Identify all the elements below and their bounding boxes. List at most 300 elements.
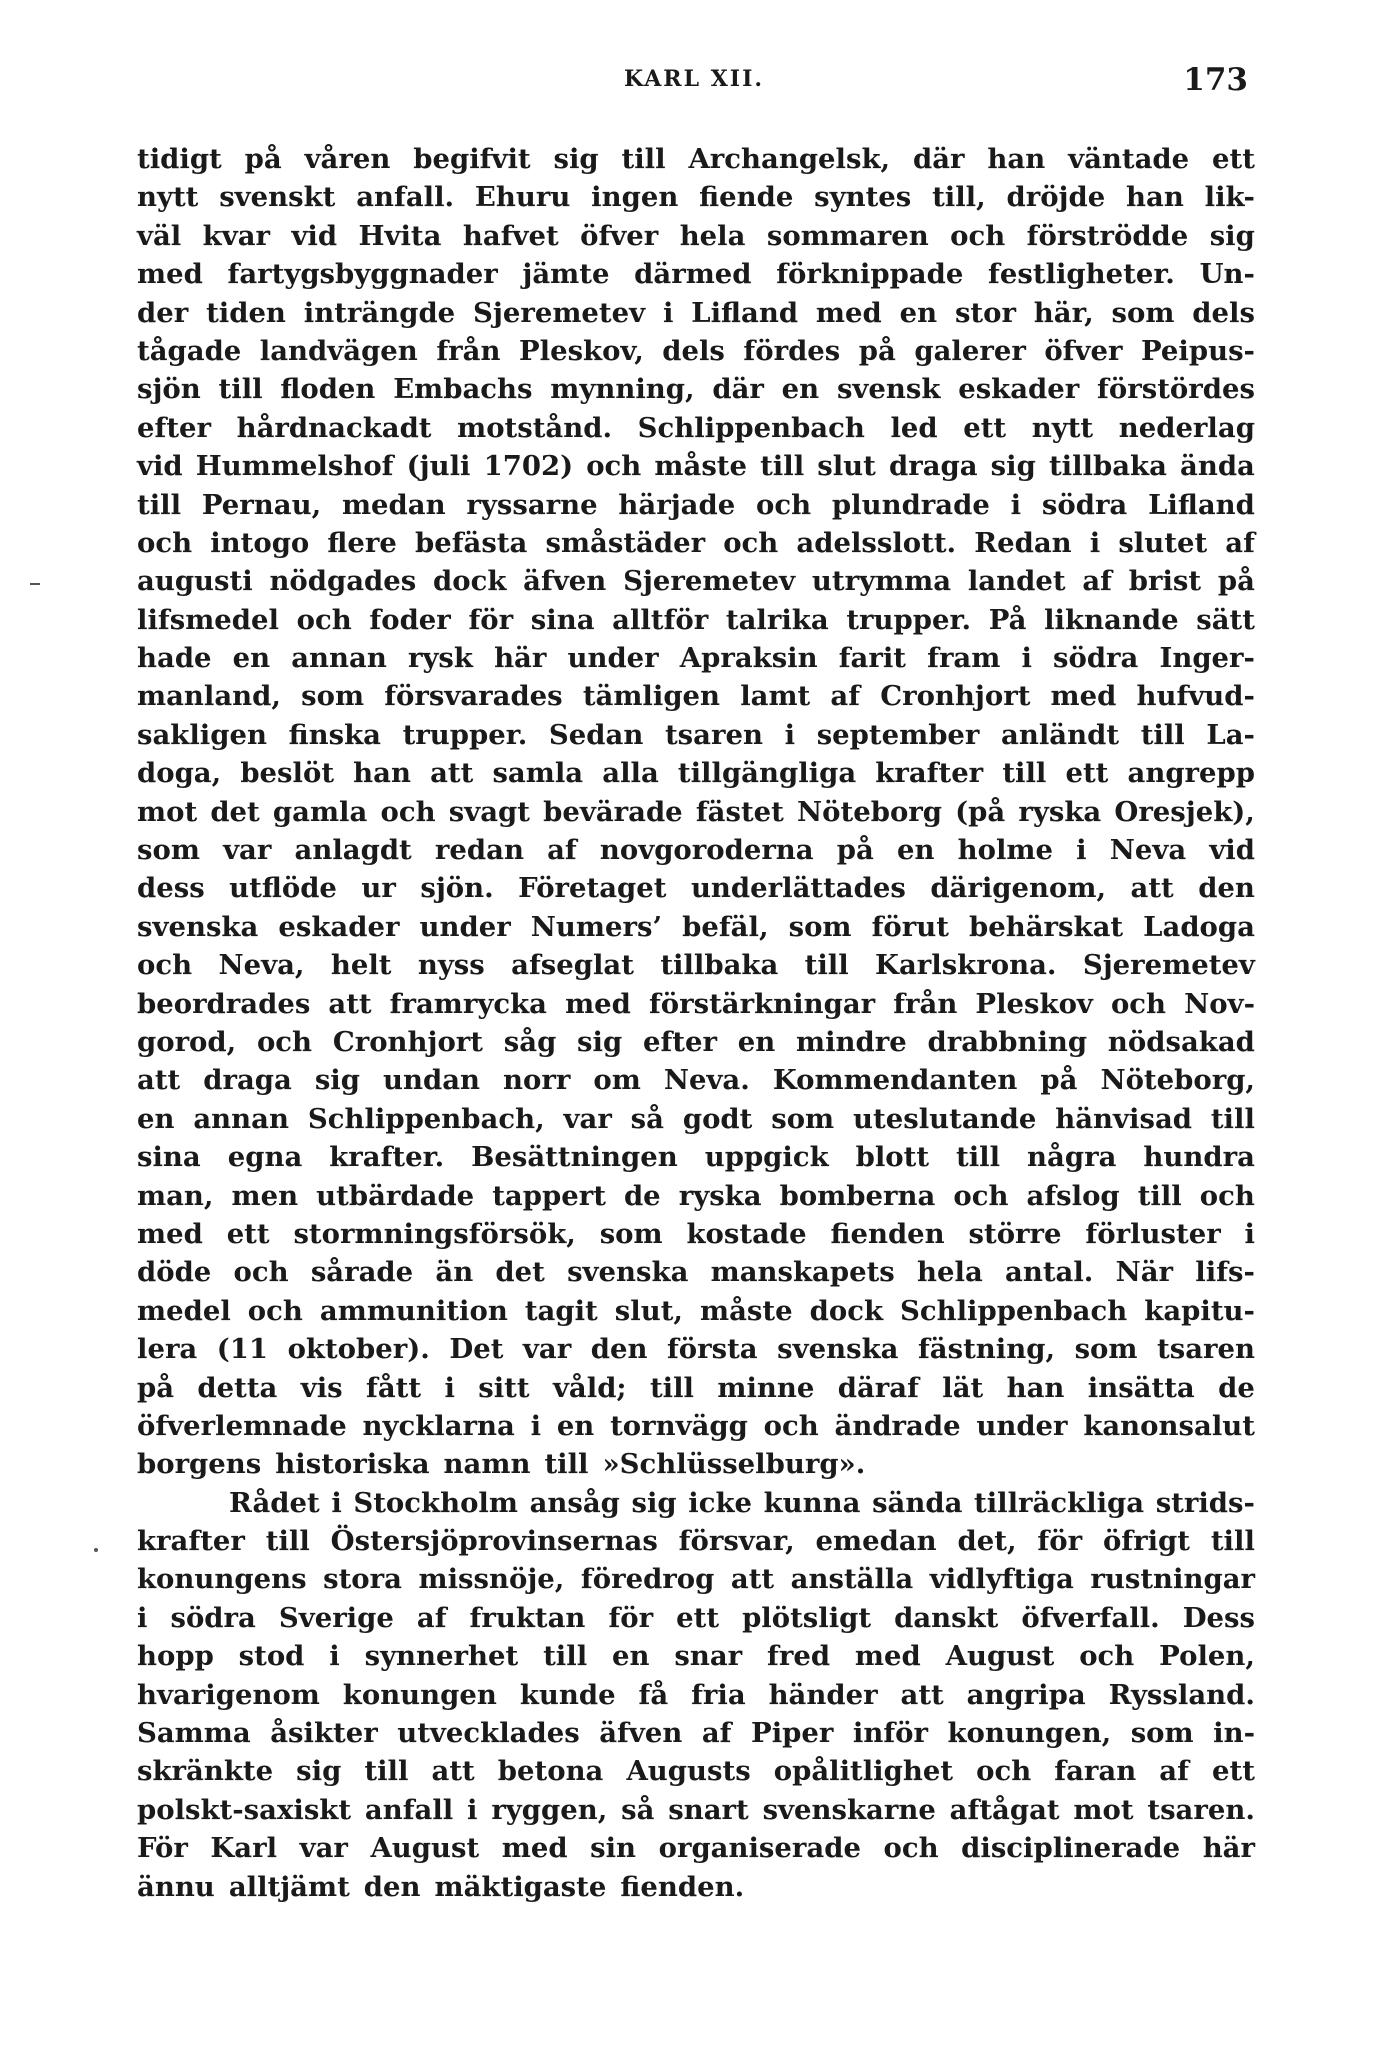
- word: en: [612, 1640, 650, 1673]
- word: under: [567, 642, 659, 675]
- word: våren: [304, 143, 391, 175]
- word: utbärdade: [316, 1179, 475, 1212]
- word: emedan: [815, 1525, 937, 1558]
- word: Hummelshof: [195, 450, 394, 483]
- word: vidlyftiga: [929, 1563, 1074, 1596]
- word: tillräckliga: [974, 1486, 1145, 1519]
- word: befästa: [414, 526, 528, 559]
- word: fria: [691, 1678, 746, 1711]
- word: floden: [280, 373, 376, 406]
- word: fruktan: [469, 1601, 586, 1634]
- word: Oresjek),: [1114, 795, 1255, 828]
- word: ett: [1065, 757, 1109, 790]
- word: man,: [137, 1179, 214, 1212]
- word: i: [1089, 526, 1101, 559]
- margin-mark: [30, 583, 40, 585]
- word: inför: [852, 1717, 928, 1750]
- word: kunna: [763, 1486, 861, 1519]
- word: öfver: [580, 219, 659, 252]
- word: nycklarna: [362, 1409, 515, 1442]
- word: tidigt: [137, 143, 222, 175]
- word: svagt: [448, 795, 530, 828]
- word: sig: [577, 1025, 623, 1058]
- word: förstördes: [1097, 373, 1255, 406]
- word: till: [1137, 1179, 1182, 1212]
- running-title: KARL XII.: [624, 66, 765, 92]
- word: gamla: [272, 795, 368, 828]
- word: medan: [341, 488, 446, 521]
- word: förströdde: [1026, 219, 1189, 252]
- word: hopp: [137, 1640, 214, 1673]
- word: fästning,: [917, 1333, 1056, 1366]
- word: södra: [170, 1601, 256, 1634]
- word: tagit: [524, 1294, 598, 1327]
- word: icke: [688, 1486, 753, 1519]
- word: härjade: [618, 488, 736, 521]
- word: därigenom,: [930, 872, 1107, 905]
- word: däraf: [837, 1371, 919, 1404]
- word: draga: [888, 450, 978, 483]
- word: syntes: [814, 181, 912, 214]
- word: en: [737, 1025, 776, 1058]
- word: i: [1244, 1217, 1255, 1250]
- word: var: [223, 834, 272, 867]
- word: doga,: [137, 757, 222, 790]
- word: i: [331, 1486, 342, 1519]
- word: dock: [809, 1294, 883, 1327]
- word: lifsmedel: [137, 603, 279, 636]
- word: Sverige: [278, 1601, 394, 1634]
- word: stora: [323, 1563, 402, 1596]
- word: Samma: [137, 1717, 251, 1750]
- word: af: [1082, 565, 1112, 598]
- word: med: [501, 1832, 568, 1865]
- word: ännu: [137, 1870, 215, 1903]
- word: en: [137, 1102, 175, 1135]
- word: måste: [654, 450, 748, 483]
- text-line: [137, 677, 1255, 715]
- word: Nöteborg: [797, 795, 942, 828]
- word: namn: [443, 1448, 531, 1481]
- word: tsaren.: [1147, 1793, 1255, 1826]
- word: här: [494, 642, 547, 675]
- word: alltjämt: [228, 1870, 350, 1903]
- word: manland,: [137, 680, 281, 713]
- word: betona: [497, 1755, 604, 1788]
- word: motstånd.: [457, 411, 613, 444]
- word: Numers’: [530, 910, 663, 943]
- word: mäktigaste: [434, 1870, 607, 1903]
- word: Rådet: [229, 1486, 320, 1519]
- word: ryssarne: [466, 488, 598, 521]
- word: och: [256, 1025, 313, 1058]
- word: förstärkningar: [648, 987, 876, 1020]
- word: att: [328, 987, 372, 1020]
- word: till: [760, 450, 805, 483]
- word: missnöje,: [418, 1563, 565, 1596]
- word: »Schlüsselburg».: [602, 1448, 866, 1481]
- text-line: [137, 140, 1255, 178]
- page-number: 173: [1183, 62, 1248, 98]
- word: rysk: [407, 642, 473, 675]
- word: Schlippenbach: [900, 1294, 1128, 1327]
- word: som: [771, 1102, 835, 1135]
- word: jämte: [522, 258, 610, 291]
- word: fred: [767, 1640, 831, 1673]
- word: mot: [1073, 1793, 1134, 1826]
- word: ryska: [678, 1179, 762, 1212]
- word: På: [988, 603, 1027, 636]
- word: tornvägg: [610, 1409, 748, 1442]
- word: ett: [1212, 143, 1255, 175]
- word: fienden.: [620, 1870, 745, 1903]
- word: fiende: [699, 181, 794, 214]
- word: angripa: [966, 1678, 1086, 1711]
- word: Det: [449, 1333, 504, 1366]
- word: annan: [193, 1102, 289, 1135]
- word: i: [1021, 642, 1032, 675]
- word: svenska: [777, 1333, 899, 1366]
- word: där: [712, 373, 764, 406]
- word: draga: [203, 1064, 292, 1097]
- word: insätta: [1087, 1371, 1195, 1404]
- word: danskt: [894, 1601, 999, 1634]
- word: af: [416, 1601, 447, 1634]
- word: polskt-saxiskt: [137, 1793, 352, 1826]
- text-line: [137, 1369, 1255, 1407]
- word: med: [137, 1217, 203, 1250]
- word: som: [599, 1217, 663, 1250]
- word: nederlag: [1118, 411, 1255, 444]
- word: från: [893, 987, 958, 1020]
- word: kapitu-: [1144, 1294, 1255, 1327]
- text-line: [137, 1791, 1255, 1829]
- word: i: [662, 296, 674, 329]
- word: att: [431, 1755, 475, 1788]
- word: tappert: [492, 1179, 606, 1212]
- word: för: [1037, 1525, 1083, 1558]
- word: till: [1140, 718, 1185, 751]
- word: anlagdt: [294, 834, 412, 867]
- word: södra: [1053, 642, 1139, 675]
- word: det,: [957, 1525, 1017, 1558]
- word: disciplinerade: [961, 1832, 1181, 1865]
- word: inträngde: [303, 296, 456, 329]
- word: tsaren: [664, 718, 763, 751]
- word: så: [630, 1102, 664, 1135]
- word: utflöde: [229, 872, 337, 905]
- word: faran: [1054, 1755, 1137, 1788]
- text-line: [137, 1752, 1255, 1790]
- word: Nöteborg,: [1100, 1064, 1255, 1097]
- word: i: [467, 1793, 478, 1826]
- word: den: [590, 1333, 648, 1366]
- word: och: [586, 450, 642, 483]
- text-line: [137, 255, 1255, 293]
- word: vis: [300, 1371, 343, 1404]
- word: med: [1050, 680, 1117, 713]
- word: sina: [137, 1141, 201, 1174]
- word: här: [1202, 1832, 1255, 1865]
- word: Archangelsk,: [688, 143, 891, 175]
- word: manskapets: [710, 1256, 895, 1289]
- word: lamt: [740, 680, 811, 713]
- word: mot: [137, 795, 198, 828]
- word: foder: [369, 603, 451, 636]
- word: Karl: [210, 1832, 278, 1865]
- word: historiska: [275, 1448, 430, 1481]
- word: trupper.: [402, 718, 528, 751]
- word: några: [1027, 1141, 1117, 1174]
- word: och: [763, 1409, 819, 1442]
- word: vid: [1209, 834, 1255, 867]
- word: kostade: [686, 1217, 807, 1250]
- word: det: [495, 1256, 545, 1289]
- word: nyss: [417, 949, 485, 982]
- word: till: [1210, 1102, 1255, 1135]
- word: med: [854, 1640, 921, 1673]
- word: fästet: [695, 795, 784, 828]
- word: När: [1115, 1256, 1174, 1289]
- word: var: [299, 1832, 348, 1865]
- word: sig: [1209, 219, 1255, 252]
- word: eskader: [958, 373, 1080, 406]
- word: till: [1210, 1525, 1255, 1558]
- word: hela: [917, 1256, 983, 1289]
- text-line: [137, 1445, 1255, 1483]
- word: han: [353, 757, 411, 790]
- text-line: [137, 869, 1255, 907]
- word: konungen,: [947, 1717, 1112, 1750]
- word: Neva.: [663, 1064, 750, 1097]
- word: på: [244, 143, 282, 175]
- word: blott: [855, 1141, 930, 1174]
- word: och: [296, 603, 352, 636]
- word: svenska: [137, 910, 259, 943]
- word: till: [956, 1141, 1001, 1174]
- word: händer: [768, 1678, 878, 1711]
- word: undan: [383, 1064, 481, 1097]
- word: därmed: [634, 258, 752, 291]
- word: Embachs: [393, 373, 533, 406]
- word: till: [364, 1755, 409, 1788]
- word: och: [380, 795, 436, 828]
- word: Redan: [974, 526, 1072, 559]
- word: fram: [927, 642, 1001, 675]
- text-line: [137, 601, 1255, 639]
- word: fördes: [743, 334, 841, 367]
- word: med: [815, 296, 882, 329]
- word: småstäder: [545, 526, 706, 559]
- word: afseglat: [511, 949, 634, 982]
- word: de: [1218, 1371, 1255, 1404]
- word: för: [608, 1601, 654, 1634]
- word: en: [556, 1409, 595, 1442]
- word: liknande: [1044, 603, 1179, 636]
- word: sig: [314, 1064, 360, 1097]
- word: att: [900, 1678, 944, 1711]
- word: ryggen,: [491, 1793, 608, 1826]
- word: och: [976, 1755, 1032, 1788]
- word: Företaget: [518, 872, 667, 905]
- word: lifs-: [1195, 1256, 1255, 1289]
- word: snar: [674, 1640, 743, 1673]
- word: våld;: [552, 1371, 627, 1404]
- text-line: [137, 1138, 1255, 1176]
- word: och: [137, 949, 193, 982]
- word: slut: [817, 450, 876, 483]
- word: redan: [434, 834, 524, 867]
- word: krafter: [875, 757, 984, 790]
- word: dess: [137, 872, 205, 905]
- word: åsikter: [270, 1717, 378, 1750]
- word: som: [1074, 1333, 1138, 1366]
- word: den: [363, 1870, 421, 1903]
- word: sjön.: [420, 872, 494, 905]
- word: som: [137, 834, 200, 867]
- word: Ryssland.: [1108, 1678, 1255, 1711]
- word: kanonsalut: [1083, 1409, 1255, 1442]
- text-line: [137, 1560, 1255, 1598]
- word: han: [987, 143, 1046, 175]
- word: fartygsbyggnader: [227, 258, 498, 291]
- word: sjön: [137, 373, 201, 406]
- word: än: [435, 1256, 474, 1289]
- word: egna: [227, 1141, 303, 1174]
- word: att: [137, 1064, 181, 1097]
- text-line: [137, 217, 1255, 255]
- word: novgoroderna: [599, 834, 814, 867]
- text-line: [137, 793, 1255, 831]
- text-line: [137, 754, 1255, 792]
- word: lera: [137, 1333, 198, 1366]
- word: konungen: [342, 1678, 497, 1711]
- word: led: [890, 411, 938, 444]
- word: annan: [291, 642, 387, 675]
- word: såg: [503, 1025, 557, 1058]
- word: framrycka: [389, 987, 547, 1020]
- word: och: [883, 1832, 939, 1865]
- word: stormningsförsök,: [293, 1217, 576, 1250]
- word: tillbaka: [1048, 450, 1167, 483]
- word: i: [530, 1409, 542, 1442]
- word: till: [649, 1371, 694, 1404]
- text-line: [137, 294, 1255, 332]
- word: kunde: [519, 1678, 616, 1711]
- word: föredrog: [580, 1563, 715, 1596]
- word: hundra: [1143, 1141, 1255, 1174]
- word: flere: [327, 526, 397, 559]
- word: ammunition: [319, 1294, 508, 1327]
- word: det: [210, 795, 260, 828]
- word: öfver: [1044, 334, 1123, 367]
- word: som: [1130, 1717, 1194, 1750]
- word: nödsakad: [1107, 1025, 1255, 1058]
- text-line: [137, 1100, 1255, 1138]
- word: slutet: [1118, 526, 1208, 559]
- word: i: [444, 1371, 455, 1404]
- word: Neva: [1109, 834, 1187, 867]
- word: strids-: [1155, 1486, 1255, 1519]
- word: behärskat: [969, 910, 1124, 943]
- text-line: [137, 1522, 1255, 1560]
- word: lik-: [1204, 181, 1255, 214]
- word: afslog: [1026, 1179, 1120, 1212]
- word: till: [543, 1640, 588, 1673]
- word: Pernau,: [201, 488, 322, 521]
- word: (11: [216, 1333, 269, 1366]
- word: (på: [955, 795, 1006, 828]
- word: efter: [137, 411, 212, 444]
- word: som: [1111, 296, 1175, 329]
- word: vid: [291, 219, 338, 252]
- word: och: [1199, 1179, 1255, 1212]
- word: detta: [197, 1371, 278, 1404]
- word: hafvet: [462, 219, 559, 252]
- word: stod: [238, 1640, 305, 1673]
- word: underlättades: [690, 872, 906, 905]
- word: på: [836, 834, 874, 867]
- word: under: [419, 910, 511, 943]
- word: gorod,: [137, 1025, 237, 1058]
- word: slut,: [614, 1294, 683, 1327]
- word: han: [1006, 1371, 1065, 1404]
- text-line: [137, 1484, 1255, 1522]
- word: aftågat: [949, 1793, 1060, 1826]
- text-line: [137, 1061, 1255, 1099]
- word: vid: [137, 450, 183, 483]
- word: och: [723, 526, 779, 559]
- word: der: [137, 296, 189, 329]
- word: större: [968, 1217, 1062, 1250]
- word: brist: [1128, 565, 1202, 598]
- word: drabbning: [927, 1025, 1088, 1058]
- word: ryska: [1018, 795, 1102, 828]
- word: norr: [503, 1064, 571, 1097]
- word: förknippade: [776, 258, 964, 291]
- word: sig: [296, 1755, 342, 1788]
- word: oktober).: [287, 1333, 430, 1366]
- word: dels: [1192, 296, 1255, 329]
- text-line: [137, 716, 1255, 754]
- word: till: [218, 373, 263, 406]
- word: Lifland: [1148, 488, 1255, 521]
- text-line: [137, 1868, 1255, 1906]
- word: af: [547, 834, 577, 867]
- word: Neva,: [218, 949, 305, 982]
- word: och: [950, 219, 1006, 252]
- word: på: [137, 1371, 175, 1404]
- text-line: [137, 908, 1255, 946]
- word: För: [137, 1832, 188, 1865]
- word: trupper.: [846, 603, 972, 636]
- word: hvarigenom: [137, 1678, 320, 1711]
- word: organiserade: [658, 1832, 861, 1865]
- word: alla: [602, 757, 659, 790]
- word: begifvit: [413, 143, 531, 175]
- word: stor: [954, 296, 1016, 329]
- text-line: [137, 524, 1255, 562]
- word: anfall.: [356, 181, 455, 214]
- word: var: [522, 1333, 572, 1366]
- word: där: [912, 143, 965, 175]
- word: till: [621, 143, 666, 175]
- word: förut: [871, 910, 949, 943]
- word: borgens: [137, 1448, 262, 1481]
- word: augusti: [137, 565, 253, 598]
- word: ansåg: [529, 1486, 620, 1519]
- word: till: [544, 1448, 589, 1481]
